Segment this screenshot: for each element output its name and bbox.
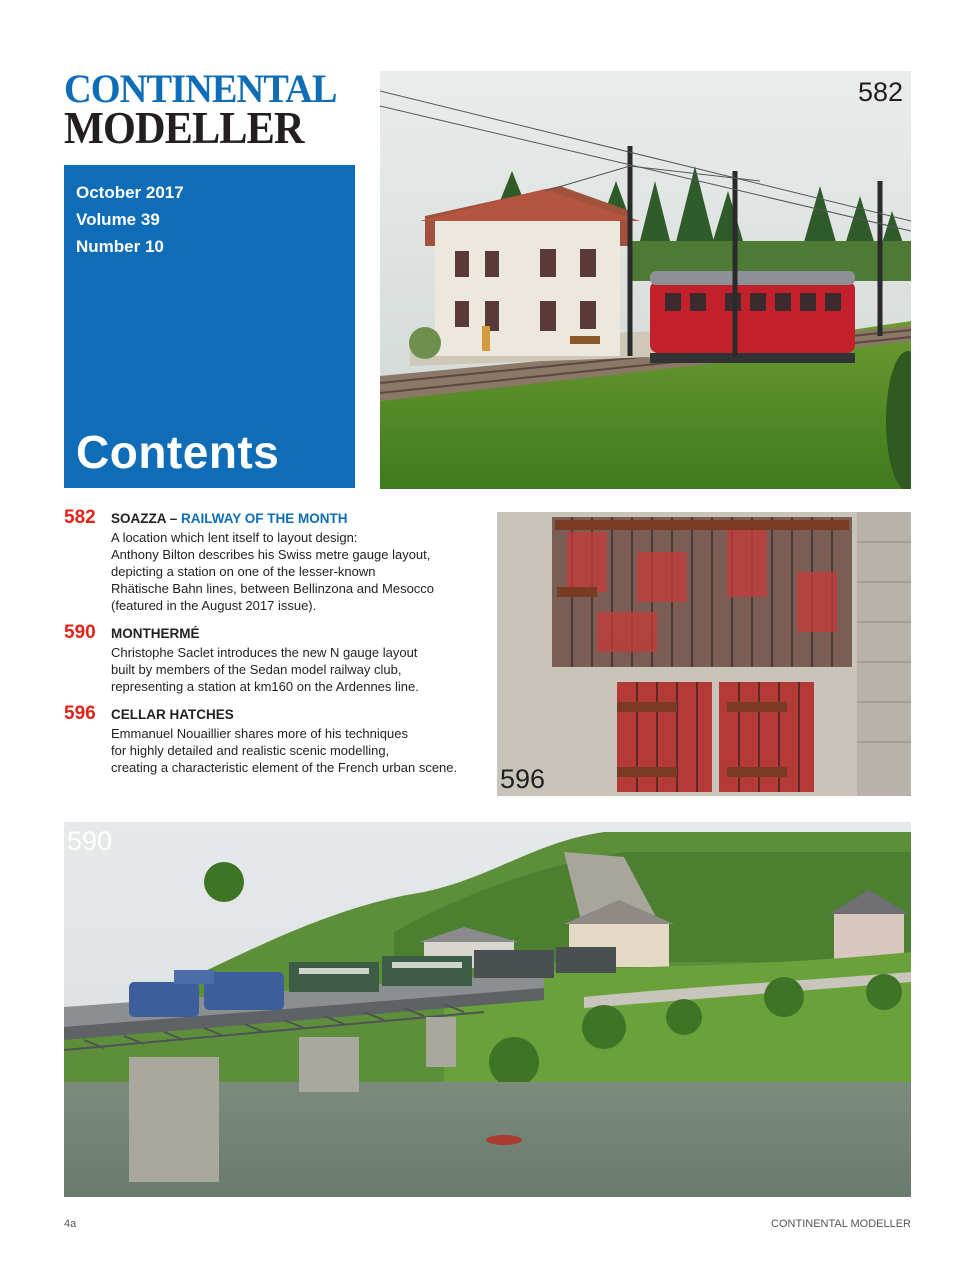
toc-description	[111, 644, 484, 695]
toc-description-line: representing a station at km160 on the Ardennes line.	[111, 679, 419, 694]
toc-title	[111, 509, 484, 529]
running-title: CONTINENTAL MODELLER	[771, 1218, 911, 1230]
toc-description	[111, 529, 484, 614]
toc-entry[interactable]	[64, 705, 484, 776]
page-folio: 4a	[64, 1218, 77, 1230]
logo-line-modeller: MODELLER	[64, 102, 304, 153]
toc-description	[111, 725, 484, 776]
toc-description-line: built by members of the Sedan model railway club,	[111, 662, 402, 677]
toc-entry[interactable]	[64, 624, 484, 695]
toc-page-number: 596	[64, 703, 96, 724]
toc-description-line: Emmanuel Nouaillier shares more of his techniques	[111, 726, 408, 741]
issue-volume: Volume 39	[76, 210, 160, 229]
toc-description-line: Rhätische Bahn lines, between Bellinzona and Mesocco	[111, 581, 435, 596]
toc-title-main: SOAZZA –	[111, 511, 178, 526]
toc-description-line: Christophe Saclet introduces the new N gauge layout	[111, 645, 418, 660]
contents-heading: Contents	[76, 426, 280, 478]
issue-date: October 2017	[76, 183, 184, 202]
toc-title-main: MONTHERMÉ	[111, 626, 200, 641]
toc-entry[interactable]	[64, 509, 484, 614]
photo-soazza-station	[380, 71, 911, 489]
toc-page-number: 590	[64, 622, 96, 643]
issue-number: Number 10	[76, 237, 164, 256]
photo-montherme-bridge	[64, 822, 911, 1197]
contents-list	[64, 509, 484, 786]
photo-cellar-hatches	[497, 512, 911, 796]
toc-description-line: Anthony Bilton describes his Swiss metre gauge layout,	[111, 547, 431, 562]
logo-line-continental: CONTINENTAL	[64, 66, 337, 111]
toc-title-accent: RAILWAY OF THE MONTH	[181, 511, 348, 526]
toc-description-line: creating a characteristic element of the French urban scene.	[111, 760, 458, 775]
toc-description-line: A location which lent itself to layout design:	[111, 530, 358, 545]
photo-page-number-582: 582	[857, 77, 903, 107]
magazine-logo	[64, 66, 356, 153]
toc-title	[111, 705, 484, 725]
toc-page-number: 582	[64, 507, 96, 528]
photo-page-number-590: 590	[67, 826, 113, 856]
toc-description-line: (featured in the August 2017 issue).	[111, 598, 317, 613]
issue-meta	[76, 179, 184, 260]
photo-page-number-596: 596	[500, 764, 546, 794]
issue-info-panel	[64, 165, 355, 488]
toc-description-line: depicting a station on one of the lesser-known	[111, 564, 376, 579]
toc-title	[111, 624, 484, 644]
toc-title-main: CELLAR HATCHES	[111, 707, 234, 722]
toc-description-line: for highly detailed and realistic scenic modelling,	[111, 743, 390, 758]
